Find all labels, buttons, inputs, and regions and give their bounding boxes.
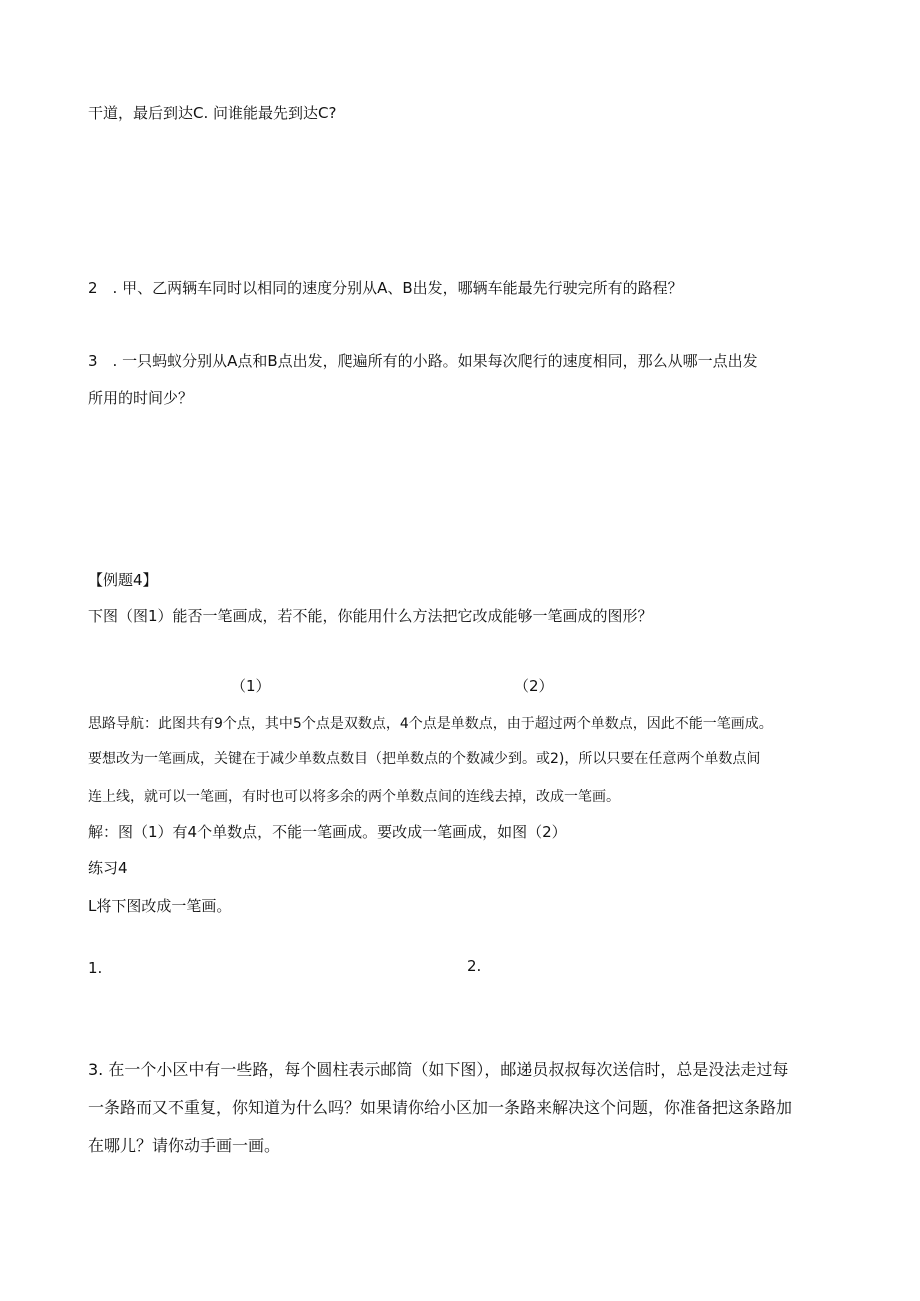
question-3b-line-1: 3. 在一个小区中有一些路，每个圆柱表示邮筒（如下图），邮递员叔叔每次送信时，总是没法走过每 xyxy=(88,1060,789,1079)
question-2: 2 . 甲、乙两辆车同时以相同的速度分别从A、B出发，哪辆车能最先行驶完所有的路程？ xyxy=(88,279,683,297)
practice-title: 练习4 xyxy=(88,859,128,877)
question-3b-line-3: 在哪儿？请你动手画一画。 xyxy=(88,1136,281,1155)
text-line-continuation: 干道，最后到达C. 问谁能最先到达C? xyxy=(88,104,337,122)
practice-item-2: 2. xyxy=(467,957,482,975)
question-3b-line-2: 一条路而又不重复，你知道为什么吗？如果请你给小区加一条路来解决这个问题，你准备把这条路加 xyxy=(88,1098,793,1117)
practice-question-1: L将下图改成一笔画。 xyxy=(88,897,232,915)
question-3-line-1: 3 . 一只蚂蚁分别从A点和B点出发，爬遍所有的小路。如果每次爬行的速度相同，那么从哪一点出发 xyxy=(88,352,758,370)
hint-line-1: 思路导航：此图共有9个点，其中5个点是双数点，4个点是单数点，由于超过两个单数点，因此不能一笔画成。 xyxy=(88,716,773,732)
practice-item-1: 1. xyxy=(88,959,103,977)
hint-line-3: 连上线，就可以一笔画，有时也可以将多余的两个单数点间的连线去掉，改成一笔画。 xyxy=(88,789,620,805)
figure-2-label: （2） xyxy=(514,677,554,695)
solution-line: 解：图（1）有4个单数点，不能一笔画成。要改成一笔画成，如图（2） xyxy=(88,823,567,841)
example-title: 【例题4】 xyxy=(88,571,158,589)
example-question: 下图（图1）能否一笔画成，若不能，你能用什么方法把它改成能够一笔画成的图形？ xyxy=(88,607,653,625)
question-3-line-2: 所用的时间少？ xyxy=(88,389,194,407)
hint-line-2: 要想改为一笔画成，关键在于减少单数点数目（把单数点的个数减少到。或2)，所以只要在任意两个单数点间 xyxy=(88,751,761,767)
figure-1-label: （1） xyxy=(231,677,271,695)
